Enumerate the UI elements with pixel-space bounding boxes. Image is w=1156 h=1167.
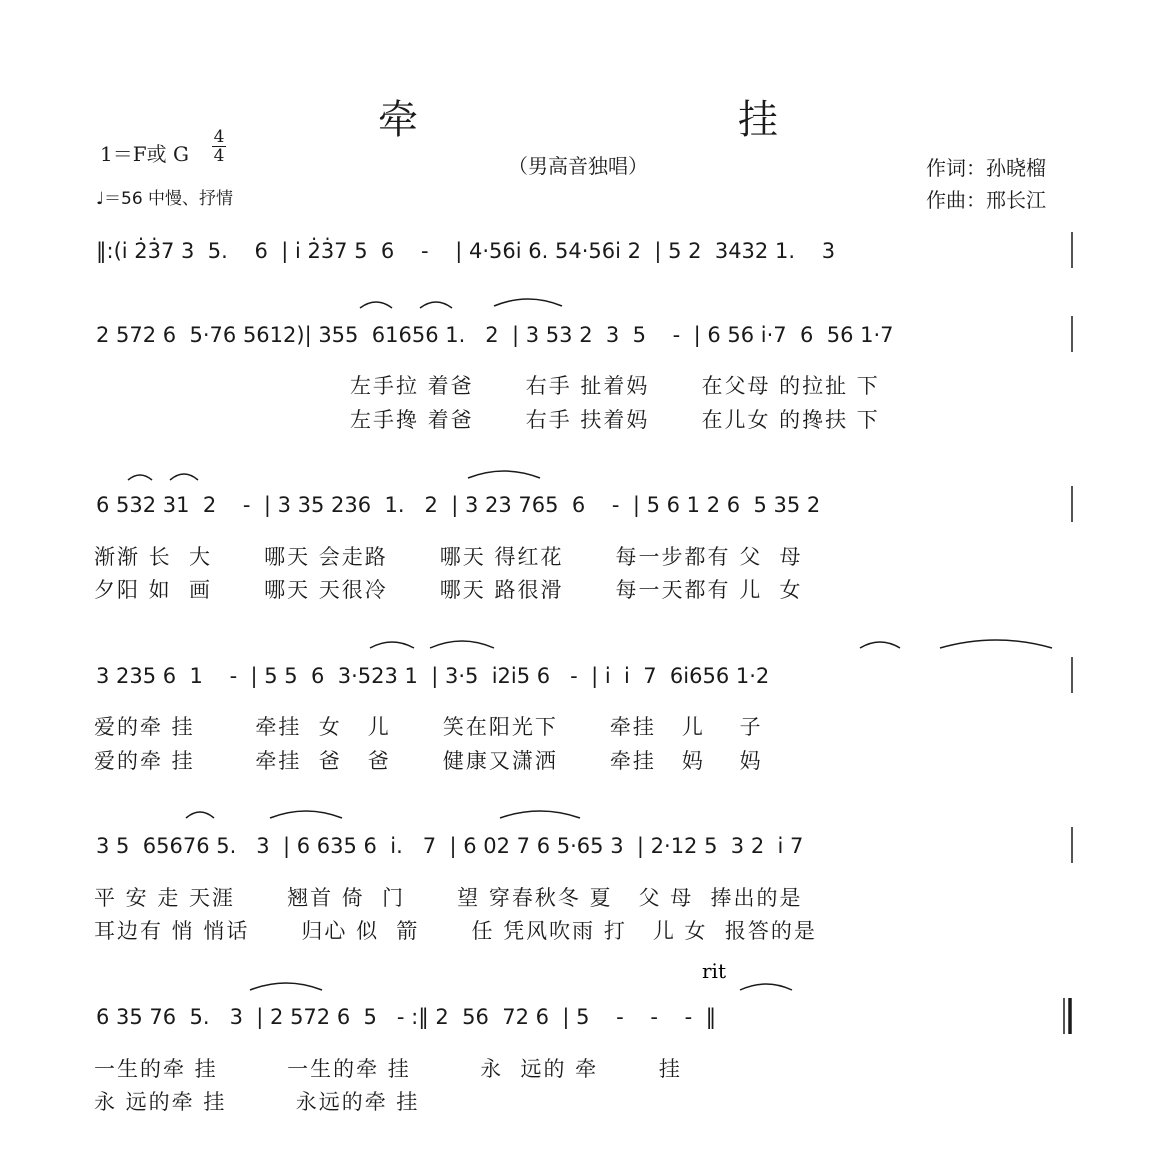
song-subtitle: （男高音独唱）: [508, 154, 648, 178]
notation-line-1: ‖:(i 2̇3̇7 3 5. 6 | i 2̇3̇7 5 6 - | 4·56i 6. 54·56i 2 | 5 2 3432 1. 3: [96, 239, 836, 263]
slur: [360, 302, 392, 308]
lyrics-line-3-verse-2: 夕阳 如 画 哪天 天很冷 哪天 路很滑 每一天都有 儿 女: [94, 578, 803, 602]
lyricist: 作词：孙晓榴: [926, 156, 1046, 180]
slur: [430, 641, 494, 648]
notation-line-3: 6 532 31 2 - | 3 35 236 1. 2 | 3 23 765 6 - | 5 6 1 2 6 5 35 2: [96, 493, 821, 517]
notation-line-4: 3 235 6 1 - | 5 5 6 3·523 1 | 3·5 i2i5 6 - | i i 7 6i656 1·2: [96, 664, 770, 688]
slur: [370, 642, 414, 648]
lyrics-line-2-verse-1: 左手拉 着爸 右手 扯着妈 在父母 的拉扯 下: [350, 374, 880, 398]
time-signature-denominator: 4: [213, 146, 225, 166]
slur: [860, 642, 900, 648]
lyrics-line-3-verse-1: 渐渐 长 大 哪天 会走路 哪天 得红花 每一步都有 父 母: [94, 545, 803, 569]
composer: 作曲：邢长江: [926, 188, 1046, 212]
notation-line-5: 3 5 65676 5. 3 | 6 635 6 i. 7 | 6 02 7 6 5·65 3 | 2·12 5 3 2 i 7: [96, 834, 804, 858]
lyrics-line-4-verse-2: 爱的牵 挂 牵挂 爸 爸 健康又潇洒 牵挂 妈 妈: [94, 749, 763, 773]
slur: [250, 983, 322, 990]
slur: [128, 475, 152, 480]
notation-line-6: 6 35 76 5. 3 | 2 572 6 5 - :‖ 2 56 72 6 | 5 - - - ‖: [96, 1005, 717, 1029]
notation-line-2: 2 572 6 5·76 5612)| 355 61656 1. 2 | 3 53 2 3 5 - | 6 56 i·7 6 56 1·7: [96, 323, 894, 347]
slur: [500, 811, 580, 818]
slur: [170, 474, 198, 480]
lyrics-line-6-verse-1: 一生的牵 挂 一生的牵 挂 永 远的 牵 挂: [94, 1057, 682, 1081]
slur: [420, 302, 452, 308]
lyrics-line-5-verse-2: 耳边有 悄 悄话 归心 似 箭 任 凭风吹雨 打 儿 女 报答的是: [94, 919, 817, 943]
lyrics-line-2-verse-2: 左手搀 着爸 右手 扶着妈 在儿女 的搀扶 下: [350, 408, 880, 432]
slur: [940, 640, 1052, 648]
slur: [186, 812, 214, 818]
song-title: 牵 挂: [378, 97, 858, 143]
tempo-marking: ♩＝56 中慢、抒情: [96, 189, 234, 209]
rit-marking: rit: [702, 959, 726, 983]
key-signature: 1＝F或 G: [100, 142, 189, 166]
lyrics-line-6-verse-2: 永 远的牵 挂 永远的牵 挂: [94, 1090, 420, 1114]
slur: [494, 299, 562, 306]
lyrics-line-5-verse-1: 平 安 走 天涯 翘首 倚 门 望 穿春秋冬 夏 父 母 捧出的是: [94, 886, 803, 910]
lyrics-line-4-verse-1: 爱的牵 挂 牵挂 女 儿 笑在阳光下 牵挂 儿 子: [94, 715, 763, 739]
slur: [270, 811, 342, 818]
slur: [468, 471, 540, 478]
time-signature-numerator: 4: [213, 127, 225, 147]
slur: [740, 984, 792, 990]
